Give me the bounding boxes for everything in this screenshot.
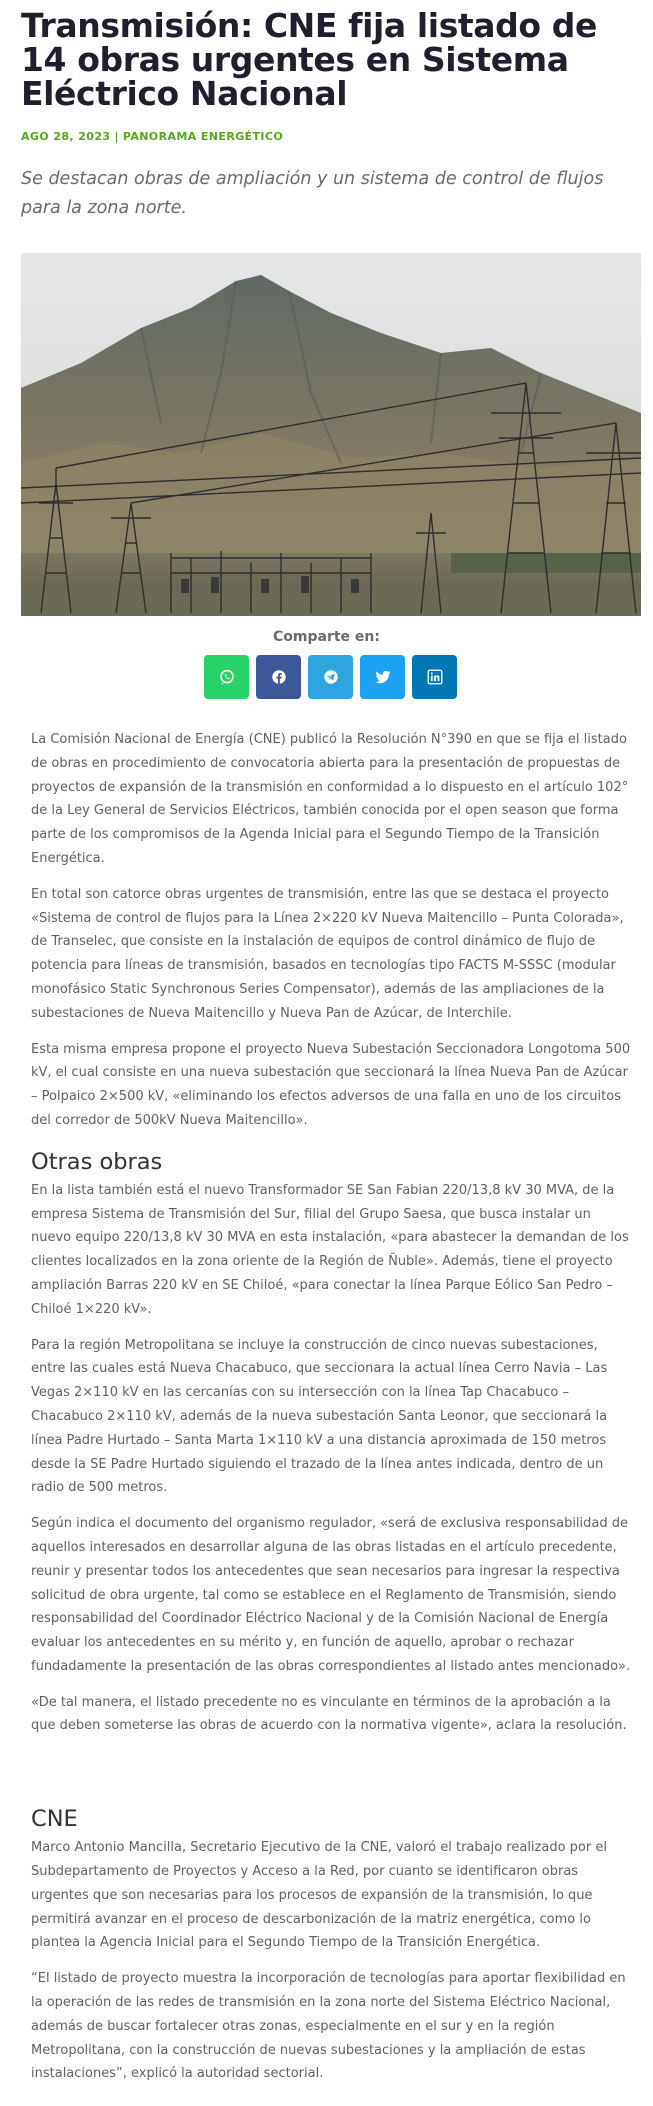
twitter-icon [374,668,392,686]
share-buttons [204,655,459,699]
article-title: Transmisión: CNE fija listado de 14 obras urgentes en Sistema Eléctrico Nacional [21,6,597,113]
meta-separator: | [114,130,119,143]
article-body [31,728,631,2098]
body-paragraph: La Comisión Nacional de Energía (CNE) publicó la Resolución N°390 en que se fija el listado de obras en procedimiento de convocatoria abierta para la presentación de propuestas de proyectos de expansión de la transmisión en conformidad a lo dispuesto en el artículo 102° de la Ley General de Servicios Eléctricos, también conocida por el open season que forma parte de los compromisos de la Agenda Inicial para el Segundo Tiempo de la Transición Energética. [31,732,629,866]
body-paragraph: «De tal manera, el listado precedente no es vinculante en términos de la aprobación a la que deben someterse las obras de acuerdo con la normativa vigente», aclara la resolución. [31,1694,627,1734]
body-paragraph: En total son catorce obras urgentes de transmisión, entre las que se destaca el proyecto «Sistema de control de flujos para la Línea 2×220 kV Nueva Maitencillo – Punta Colorada», de Transelec, que consiste en la instalación de equipos de control dinámico de flujo de potencia para líneas de transmisión, basados en tecnologías tipo FACTS M-SSSC (modular monofásico Static Synchronous Series Compensator), además de las ampliaciones de la subestaciones de Nueva Maitencillo y Nueva Pan de Azúcar, de Interchile. [31,886,624,1021]
share-label: Comparte en: [273,629,380,645]
hero-image [21,253,641,616]
section-spacer [31,1750,631,1790]
article-category-link[interactable]: PANORAMA ENERGÉTICO [122,130,284,143]
whatsapp-icon [218,668,236,686]
article-meta [21,130,283,143]
linkedin-icon [426,668,444,686]
body-paragraph: Según indica el documento del organismo regulador, «será de exclusiva responsabilidad de aquellos interesados en desarrollar alguna de las obras listadas en el artículo precedente, reunir y presentar todos los antecedentes que sean necesarios para ingresar la respectiva solicitud de obra urgente, tal como se establece en el Reglamento de Transmisión, siendo responsabilidad del Coordinador Eléctrico Nacional y de la Comisión Nacional de Energía evaluar los antecedentes en su mérito y, en función de aquello, aprobar o rechazar fundadamente la presentación de las obras correspondientes al listado antes mencionado». [31,1516,631,1674]
share-linkedin-button[interactable] [412,655,457,699]
article-date[interactable]: AGO 28, 2023 [21,130,111,143]
body-paragraph: Para la región Metropolitana se incluye la construcción de cinco nuevas subestaciones, entre las cuales está Nueva Chacabuco, que seccionara la actual línea Cerro Navia – Las Vegas 2×110 kV en las cercanías con su intersección con la línea Tap Chacabuco – Chacabuco 2×110 kV, además de la nueva subestación Santa Leonor, que seccionará la línea Padre Hurtado – Santa Marta 1×110 kV a una distancia aproximada de 150 metros desde la SE Padre Hurtado siguiendo el trazado de la línea antes indicada, dentro de un radio de 500 metros. [31,1337,608,1496]
body-paragraph: Esta misma empresa propone el proyecto Nueva Subestación Seccionadora Longotoma 500 kV, el cual consiste en una nueva subestación que seccionará la línea Nueva Pan de Azúcar – Polpaico 2×500 kV, «eliminando los efectos adversos de una falla en uno de los circuitos del corredor de 500kV Nueva Maitencillo». [31,1041,631,1128]
article-subtitle: Se destacan obras de ampliación y un sistema de control de flujos para la zona norte. [21,169,604,218]
share-twitter-button[interactable] [360,655,405,699]
share-facebook-button[interactable] [256,655,301,699]
body-paragraph: En la lista también está el nuevo Transformador SE San Fabian 220/13,8 kV 30 MVA, de la empresa Sistema de Transmisión del Sur, filial del Grupo Saesa, que busca instalar un nuevo equipo 220/13,8 kV 30 MVA en esta instalación, «para abastecer la demandan de los clientes localizados en la zona oriente de la Región de Ñuble». Además, tiene el proyecto ampliación Barras 220 kV en SE Chiloé, «para conectar la línea Parque Eólico San Pedro – Chiloé 1×220 kV». [31,1182,629,1317]
body-paragraph: Marco Antonio Mancilla, Secretario Ejecutivo de la CNE, valoró el trabajo realizado por el Subdepartamento de Proyectos y Acceso a la Red, por cuanto se identificaron obras urgentes que son necesarias para los procesos de expansión de la transmisión, lo que permitirá avanzar en el proceso de descarbonización de la matriz energética, como lo plantea la Agencia Inicial para el Segundo Tiempo de la Transición Energética. [31,1840,607,1951]
telegram-icon [322,668,340,686]
section-heading: Otras obras [31,1148,163,1175]
body-paragraph: “El listado de proyecto muestra la incorporación de tecnologías para aportar flexibilidad en la operación de las redes de transmisión en la zona norte del Sistema Eléctrico Nacional, además de buscar fortalecer otras zonas, especialmente en el sur y en la región Metropolitana, con la construcción de nuevas subestaciones y la ampliación de estas instalaciones”, explicó la autoridad sectorial. [31,1971,626,2082]
facebook-icon [270,668,288,686]
share-whatsapp-button[interactable] [204,655,249,699]
share-telegram-button[interactable] [308,655,353,699]
section-heading: CNE [31,1806,78,1833]
